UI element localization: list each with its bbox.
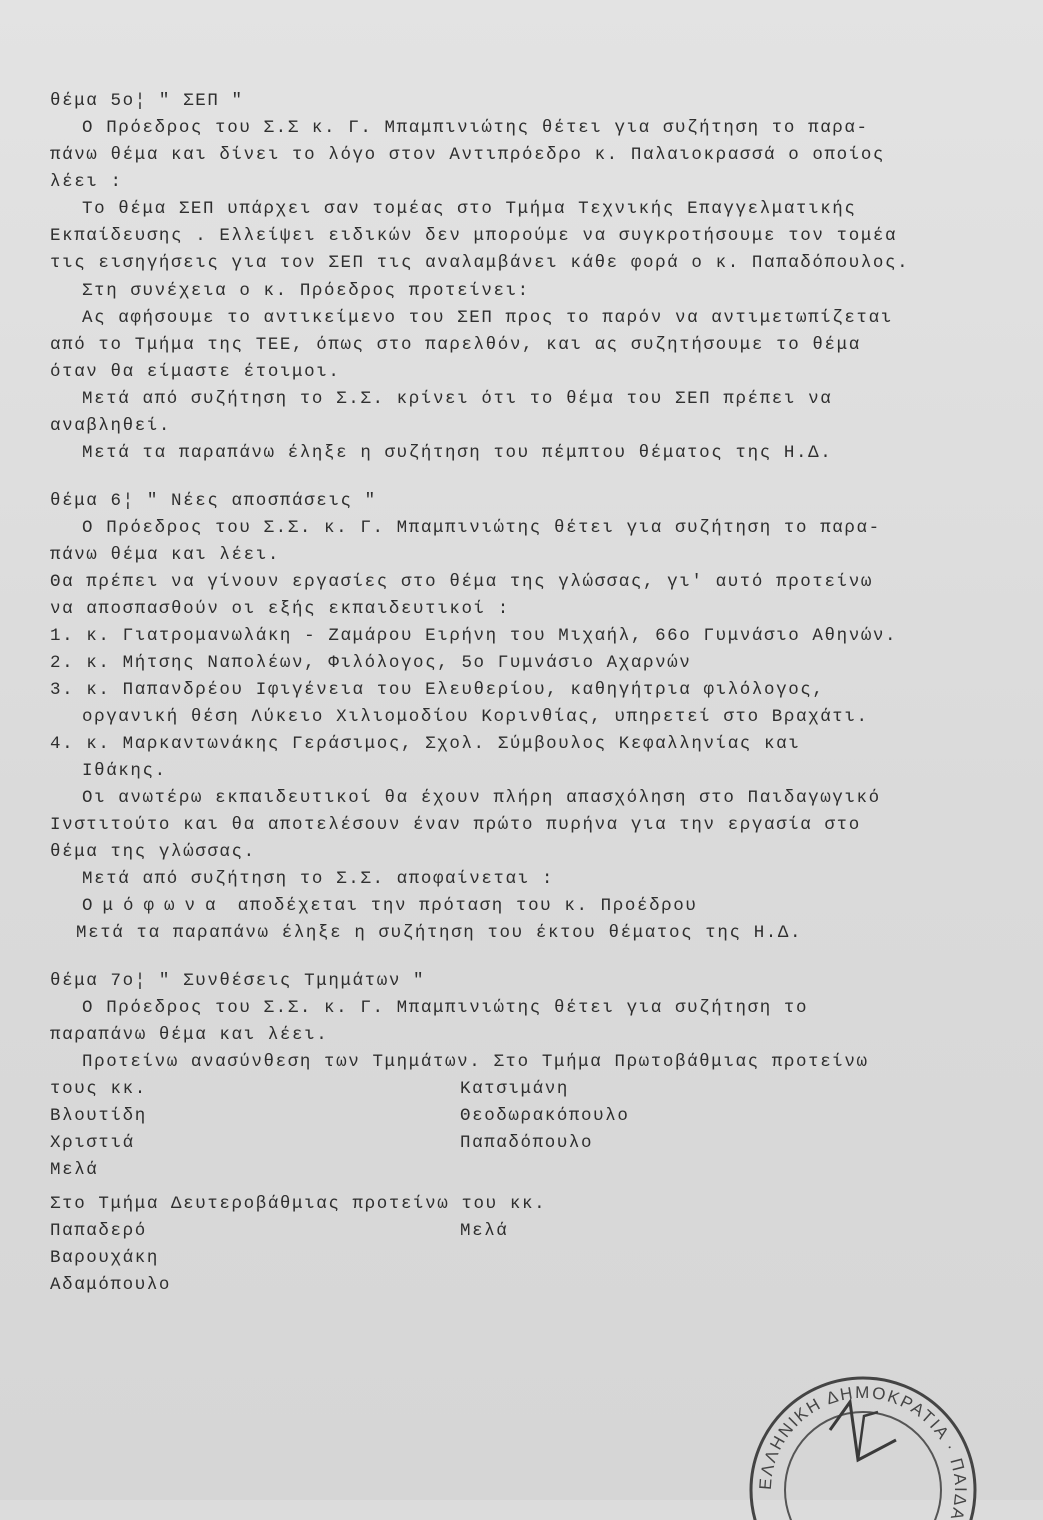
text-line: λέει : bbox=[50, 172, 123, 192]
name-left: Παπαδερό bbox=[50, 1221, 147, 1241]
list-item: 2. κ. Μήτσης Ναπολέων, Φιλόλογος, 5ο Γυμνάσιο Αχαρνών bbox=[50, 653, 692, 673]
text-line: Οι ανωτέρω εκπαιδευτικοί θα έχουν πλήρη απασχόληση στο Παιδαγωγικό bbox=[82, 788, 881, 808]
text-line: τις εισηγήσεις για τον ΣΕΠ τις αναλαμβάνει κάθε φορά ο κ. Παπαδόπουλος. bbox=[50, 253, 910, 273]
name-right: Κατσιμάνη bbox=[460, 1079, 569, 1099]
stamp-ring-text: ΕΛΛΗΝΙΚΗ ΔΗΜΟΚΡΑΤΙΑ · ΠΑΙΔΑ bbox=[755, 1382, 971, 1520]
name-left: Χριστιά bbox=[50, 1133, 135, 1153]
name-row bbox=[50, 1159, 1013, 1181]
text-line: Στη συνέχεια ο κ. Πρόεδρος προτείνει: bbox=[82, 281, 530, 301]
decision-line bbox=[82, 895, 1013, 917]
name-left: Βλουτίδη bbox=[50, 1106, 147, 1126]
list-item-continued: Ιθάκης. bbox=[82, 761, 167, 781]
text-line: Μετά τα παραπάνω έληξε η συζήτηση του πέμπτου θέματος της Η.Δ. bbox=[82, 443, 833, 463]
text-line: Στο Τμήμα Δευτεροβάθμιας προτείνω του κκ. bbox=[50, 1194, 547, 1214]
text-line: όταν θα είμαστε έτοιμοι. bbox=[50, 362, 341, 382]
text-line: Ο Πρόεδρος του Σ.Σ κ. Γ. Μπαμπινιώτης θέτει για συζήτηση το παρα- bbox=[82, 118, 869, 138]
name-right: Θεοδωρακόπουλο bbox=[460, 1106, 630, 1126]
text-line: Προτείνω ανασύνθεση των Τμημάτων. Στο Τμήμα Πρωτοβάθμιας προτείνω bbox=[82, 1052, 869, 1072]
svg-text:ΕΛΛΗΝΙΚΗ ΔΗΜΟΚΡΑΤΙΑ · ΠΑΙΔΑΓΩΓ bbox=[756, 1383, 970, 1520]
name-right: Μελά bbox=[460, 1221, 509, 1241]
text-line: Ινστιτούτο και θα αποτελέσουν έναν πρώτο πυρήνα για την εργασία στο bbox=[50, 815, 861, 835]
list-item-continued: οργανική θέση Λύκειο Χιλιομοδίου Κορινθίας, υπηρετεί στο Βραχάτι. bbox=[82, 707, 869, 727]
text-line: Μετά από συζήτηση το Σ.Σ. αποφαίνεται : bbox=[82, 869, 554, 889]
text-line: Μετά τα παραπάνω έληξε η συζήτηση του έκτου θέματος της Η.Δ. bbox=[76, 923, 803, 943]
name-right: Παπαδόπουλο bbox=[460, 1133, 594, 1153]
name-left: Αδαμόπουλο bbox=[50, 1275, 172, 1295]
list-item: 1. κ. Γιατρομανωλάκη - Ζαμάρου Ειρήνη του Μιχαήλ, 66ο Γυμνάσιο Αθηνών. bbox=[50, 626, 898, 646]
text-line: Μετά από συζήτηση το Σ.Σ. κρίνει ότι το θέμα του ΣΕΠ πρέπει να bbox=[82, 389, 833, 409]
section-6-heading: θέμα 6¦ " Νέες αποσπάσεις " bbox=[50, 491, 377, 511]
text-line: Ο Πρόεδρος του Σ.Σ. κ. Γ. Μπαμπινιώτης θέτει για συζήτηση το παρα- bbox=[82, 518, 881, 538]
list-item: 4. κ. Μαρκαντωνάκης Γεράσιμος, Σχολ. Σύμβουλος Κεφαλληνίας και bbox=[50, 734, 801, 754]
text-line: να αποσπασθούν οι εξής εκπαιδευτικοί : bbox=[50, 599, 510, 619]
decision-unanimous: Ομόφωνα bbox=[82, 896, 226, 916]
list-item: 3. κ. Παπανδρέου Ιφιγένεια του Ελευθερίου, καθηγήτρια φιλόλογος, bbox=[50, 680, 825, 700]
text-line: τους κκ. bbox=[50, 1079, 147, 1099]
text-line: πάνω θέμα και λέει. bbox=[50, 545, 280, 565]
text-line: πάνω θέμα και δίνει το λόγο στον Αντιπρόεδρο κ. Παλαιοκρασσά ο οποίος bbox=[50, 145, 886, 165]
section-7-heading: θέμα 7ο¦ " Συνθέσεις Τμημάτων " bbox=[50, 971, 426, 991]
official-stamp-icon bbox=[738, 1320, 988, 1520]
text-line: από το Τμήμα της ΤΕΕ, όπως στο παρελθόν, και ας συζητήσουμε το θέμα bbox=[50, 335, 861, 355]
section-5-heading: θέμα 5ο¦ " ΣΕΠ " bbox=[50, 91, 244, 111]
text-line: Ο Πρόεδρος του Σ.Σ. κ. Γ. Μπαμπινιώτης θέτει για συζήτηση το bbox=[82, 998, 809, 1018]
name-left: Μελά bbox=[50, 1160, 99, 1180]
text-line: θέμα της γλώσσας. bbox=[50, 842, 256, 862]
text-line: Θα πρέπει να γίνουν εργασίες στο θέμα της γλώσσας, γι' αυτό προτείνω bbox=[50, 572, 873, 592]
text-line: Εκπαίδευσης . Ελλείψει ειδικών δεν μπορούμε να συγκροτήσουμε τον τομέα bbox=[50, 226, 898, 246]
decision-text: αποδέχεται την πρόταση του κ. Προέδρου bbox=[237, 896, 698, 916]
text-line: παραπάνω θέμα και λέει. bbox=[50, 1025, 329, 1045]
text-line: Ας αφήσουμε το αντικείμενο του ΣΕΠ προς το παρόν να αντιμετωπίζεται bbox=[82, 308, 893, 328]
name-left: Βαρουχάκη bbox=[50, 1248, 159, 1268]
text-line: αναβληθεί. bbox=[50, 416, 172, 436]
text-line: Το θέμα ΣΕΠ υπάρχει σαν τομέας στο Τμήμα Τεχνικής Επαγγελματικής bbox=[82, 199, 857, 219]
